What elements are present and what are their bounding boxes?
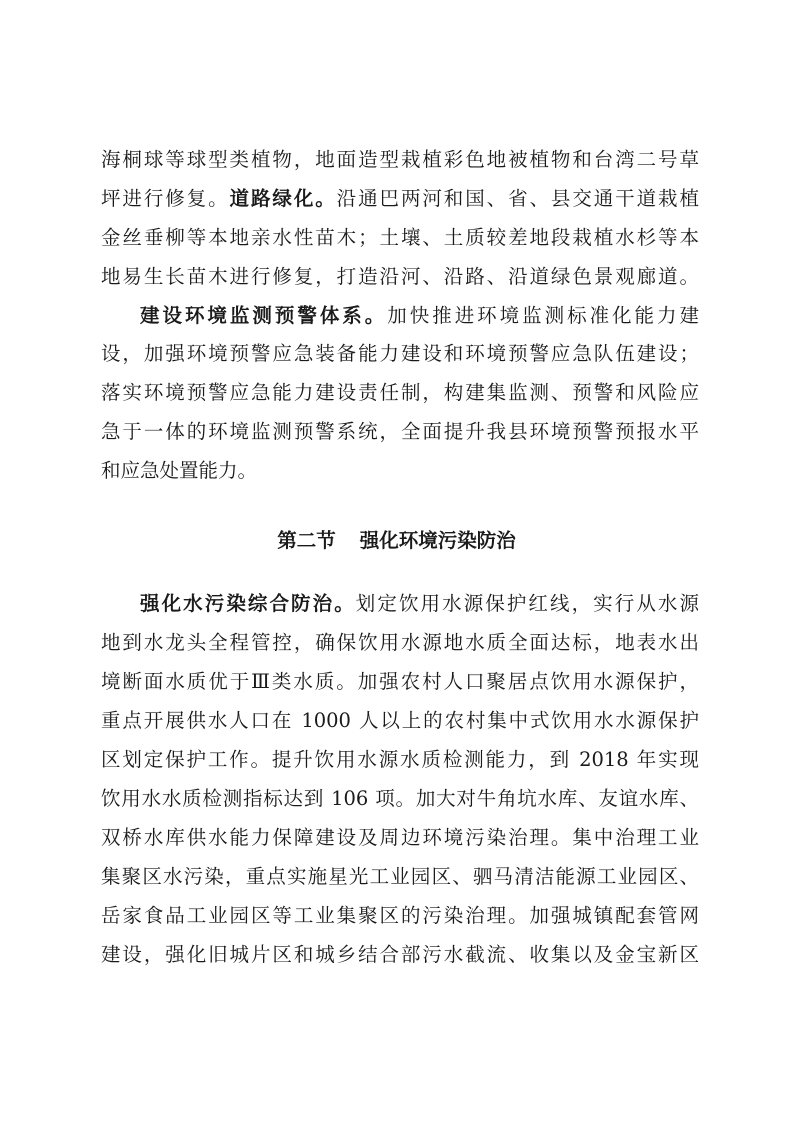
line-text: 金丝垂柳等本地亲水性苗木；土壤、土质较差地段栽植水杉等本: [101, 226, 699, 249]
line-text: 重点开展供水人口在 1000 人以上的农村集中式饮用水水源保护: [101, 709, 699, 732]
text-line: [101, 147, 699, 173]
section-heading: [0, 525, 793, 553]
line-text: 岳家食品工业园区等工业集聚区的污染治理。加强城镇配套管网: [101, 904, 699, 927]
text-line: [101, 825, 699, 851]
inline-heading-road-greening: 道路绿化。: [229, 187, 337, 210]
text-line: [140, 591, 699, 617]
line-text: 境断面水质优于Ⅲ类水质。加强农村人口聚居点饮用水源保护，: [101, 670, 699, 693]
line-text: 双桥水库供水能力保障建设及周边环境污染治理。集中治理工业: [101, 826, 699, 849]
text-line: [101, 786, 699, 812]
line-text: 海桐球等球型类植物，地面造型栽植彩色地被植物和台湾二号草: [101, 148, 699, 171]
text-line: [101, 630, 699, 656]
text-line: [101, 669, 699, 695]
line-text: 设，加强环境预警应急装备能力建设和环境预警应急队伍建设；: [101, 342, 699, 365]
section-title: 强化环境污染防治: [359, 529, 516, 552]
line-text: 区划定保护工作。提升饮用水源水质检测能力，到 2018 年实现: [101, 748, 699, 771]
line-text: 加快推进环境监测标准化能力建: [387, 304, 699, 327]
line-text: 急于一体的环境监测预警系统，全面提升我县环境预警预报水平: [101, 420, 699, 443]
line-text: 地易生长苗木进行修复，打造沿河、沿路、沿道绿色景观廊道。: [101, 265, 699, 288]
text-line: [101, 419, 699, 445]
line-text: 坪进行修复。: [101, 187, 230, 210]
line-text: 和应急处置能力。: [101, 459, 258, 482]
line-text: 沿通巴两河和国、省、县交通干道栽植: [336, 187, 699, 210]
text-line: [140, 303, 699, 329]
line-text: 建设，强化旧城片区和城乡结合部污水截流、收集以及金宝新区: [101, 943, 699, 966]
section-number: 第二节: [277, 529, 336, 552]
text-line: [101, 903, 699, 929]
text-line: [101, 942, 699, 968]
text-line: [101, 458, 699, 484]
text-line: [101, 341, 699, 367]
line-text: 地到水龙头全程管控，确保饮用水源地水质全面达标，地表水出: [101, 631, 699, 654]
text-line: [101, 380, 699, 406]
inline-heading-water: 强化水污染综合防治。: [140, 592, 356, 615]
line-text: 落实环境预警应急能力建设责任制，构建集监测、预警和风险应: [101, 381, 699, 404]
text-line: [101, 264, 699, 290]
line-text: 划定饮用水源保护红线，实行从水源: [355, 592, 699, 615]
text-line: [101, 708, 699, 734]
text-line: [101, 225, 699, 251]
text-line: [101, 186, 699, 212]
line-text: 集聚区水污染，重点实施星光工业园区、驷马清洁能源工业园区、: [101, 865, 699, 888]
text-line: [101, 747, 699, 773]
inline-heading-monitoring: 建设环境监测预警体系。: [140, 304, 388, 327]
text-line: [101, 864, 699, 890]
line-text: 饮用水水质检测指标达到 106 项。加大对牛角坑水库、友谊水库、: [101, 787, 699, 810]
